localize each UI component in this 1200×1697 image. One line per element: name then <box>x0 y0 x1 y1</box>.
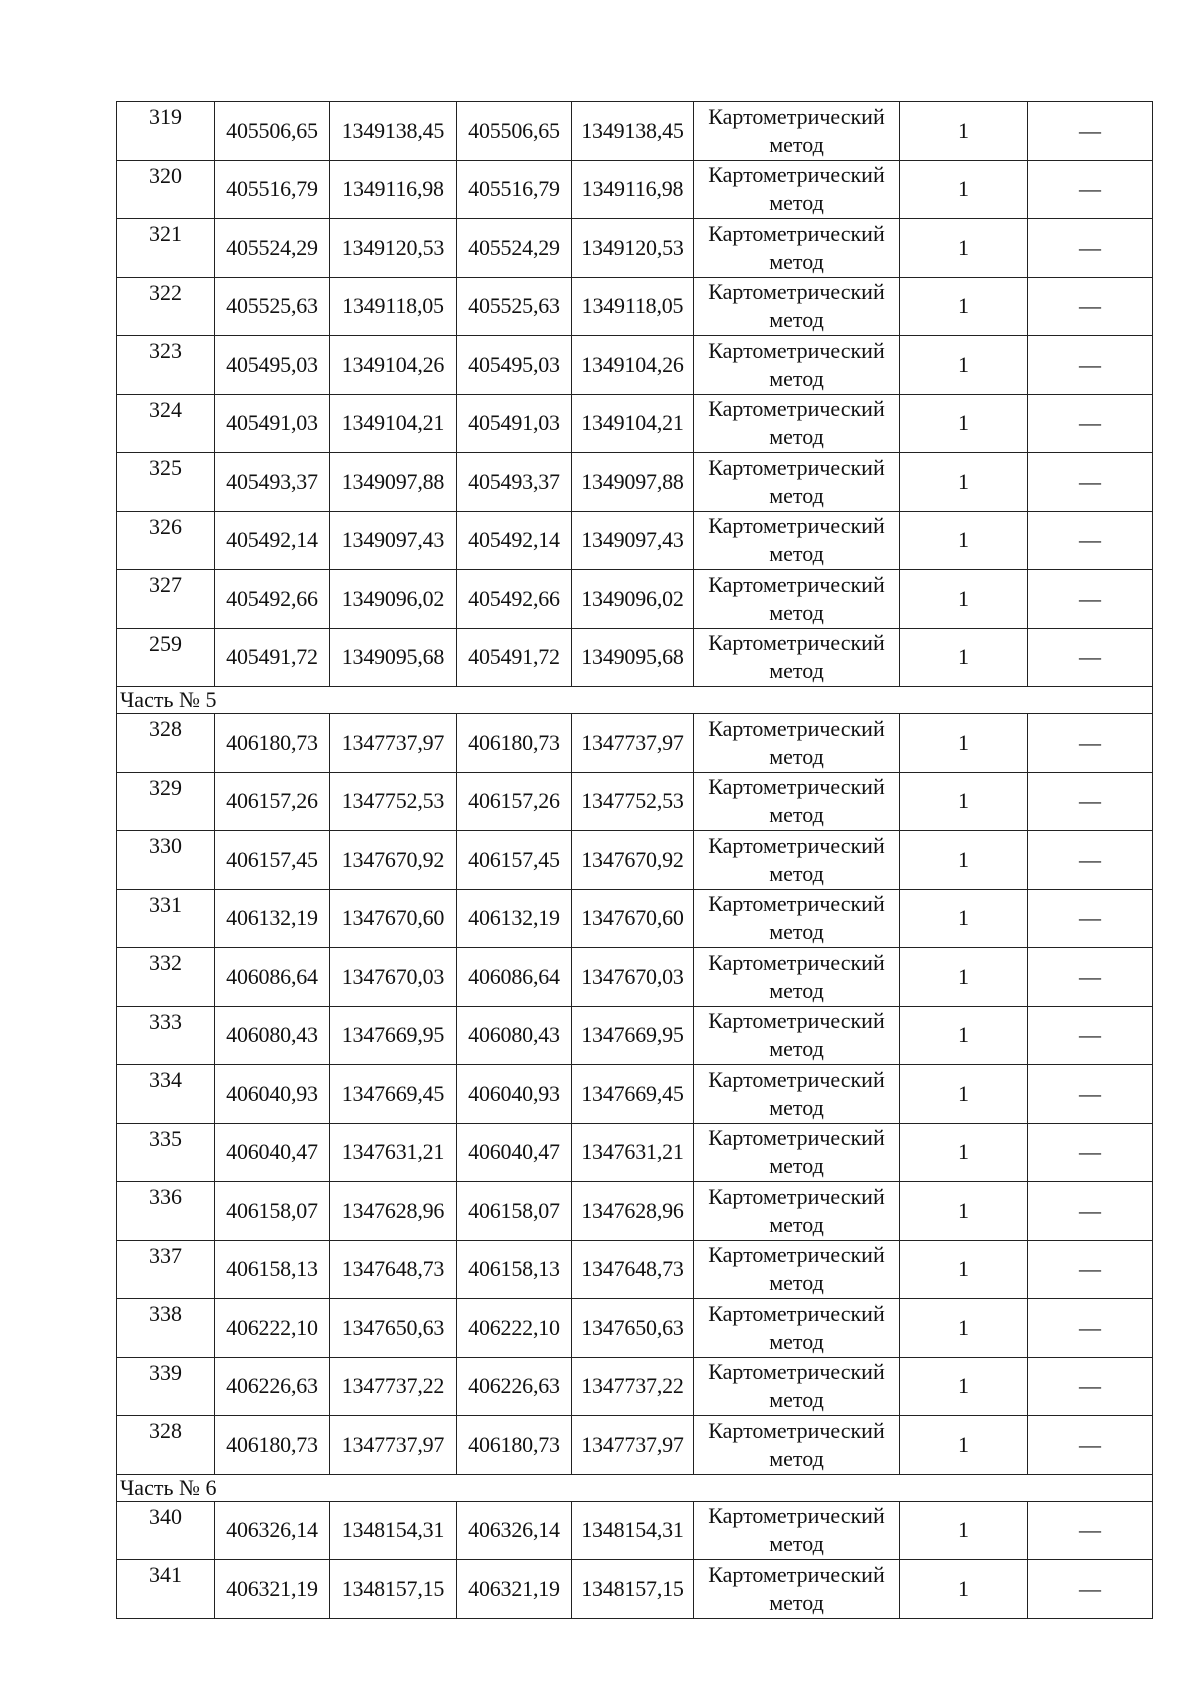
method-text: метод <box>769 1445 824 1471</box>
x-coordinate-new-cell: 405495,03 <box>457 336 572 395</box>
y-coordinate-new-cell: 1349095,68 <box>572 628 694 687</box>
x-coordinate-existing-cell: 405492,14 <box>215 511 330 570</box>
method-text: метод <box>769 1036 824 1062</box>
method-text: метод <box>769 599 824 625</box>
method-cell <box>694 160 900 219</box>
table-row <box>117 772 1153 831</box>
x-coordinate-existing-cell: 406158,13 <box>215 1240 330 1299</box>
y-coordinate-existing-cell: 1349120,53 <box>330 219 457 278</box>
accuracy-cell: 1 <box>900 511 1028 570</box>
description-cell: — <box>1028 1006 1153 1065</box>
section-heading: Часть № 5 <box>117 687 1153 714</box>
y-coordinate-existing-cell: 1349138,45 <box>330 102 457 161</box>
y-coordinate-new-cell: 1347737,97 <box>572 1416 694 1475</box>
point-number-cell: 326 <box>117 511 215 570</box>
description-cell: — <box>1028 948 1153 1007</box>
description-cell: — <box>1028 1182 1153 1241</box>
table-row <box>117 1065 1153 1124</box>
point-number-cell: 330 <box>117 831 215 890</box>
method-cell <box>694 453 900 512</box>
method-text: метод <box>769 919 824 945</box>
point-number-cell: 327 <box>117 570 215 629</box>
accuracy-cell: 1 <box>900 394 1028 453</box>
x-coordinate-existing-cell: 406321,19 <box>215 1560 330 1619</box>
point-number-cell: 333 <box>117 1006 215 1065</box>
point-number-cell: 319 <box>117 102 215 161</box>
x-coordinate-existing-cell: 406040,93 <box>215 1065 330 1124</box>
method-cell <box>694 336 900 395</box>
method-text: метод <box>769 1589 824 1615</box>
point-number-cell: 332 <box>117 948 215 1007</box>
y-coordinate-new-cell: 1347670,92 <box>572 831 694 890</box>
table-row <box>117 277 1153 336</box>
y-coordinate-new-cell: 1347752,53 <box>572 772 694 831</box>
x-coordinate-existing-cell: 406180,73 <box>215 714 330 773</box>
table-row <box>117 1299 1153 1358</box>
method-cell <box>694 511 900 570</box>
x-coordinate-new-cell: 406226,63 <box>457 1357 572 1416</box>
accuracy-cell: 1 <box>900 277 1028 336</box>
accuracy-cell: 1 <box>900 772 1028 831</box>
method-cell <box>694 394 900 453</box>
x-coordinate-existing-cell: 406157,26 <box>215 772 330 831</box>
description-cell: — <box>1028 1299 1153 1358</box>
description-cell: — <box>1028 714 1153 773</box>
method-cell <box>694 1560 900 1619</box>
accuracy-cell: 1 <box>900 628 1028 687</box>
point-number-cell: 322 <box>117 277 215 336</box>
point-number-cell: 341 <box>117 1560 215 1619</box>
y-coordinate-existing-cell: 1349104,26 <box>330 336 457 395</box>
description-cell: — <box>1028 511 1153 570</box>
x-coordinate-existing-cell: 405516,79 <box>215 160 330 219</box>
point-number-cell: 331 <box>117 889 215 948</box>
description-cell: — <box>1028 1240 1153 1299</box>
method-text: Картометрический <box>708 1503 885 1529</box>
description-cell: — <box>1028 336 1153 395</box>
y-coordinate-existing-cell: 1349095,68 <box>330 628 457 687</box>
method-text: Картометрический <box>708 162 885 188</box>
method-cell <box>694 1416 900 1475</box>
point-number-cell: 338 <box>117 1299 215 1358</box>
x-coordinate-new-cell: 405524,29 <box>457 219 572 278</box>
accuracy-cell: 1 <box>900 1006 1028 1065</box>
table-row <box>117 1123 1153 1182</box>
method-text: метод <box>769 1328 824 1354</box>
y-coordinate-new-cell: 1347737,97 <box>572 714 694 773</box>
y-coordinate-new-cell: 1347737,22 <box>572 1357 694 1416</box>
method-text: Картометрический <box>708 396 885 422</box>
x-coordinate-new-cell: 406040,93 <box>457 1065 572 1124</box>
y-coordinate-existing-cell: 1347737,97 <box>330 1416 457 1475</box>
x-coordinate-existing-cell: 406180,73 <box>215 1416 330 1475</box>
x-coordinate-existing-cell: 406040,47 <box>215 1123 330 1182</box>
y-coordinate-existing-cell: 1347631,21 <box>330 1123 457 1182</box>
method-text: Картометрический <box>708 279 885 305</box>
table-row <box>117 160 1153 219</box>
y-coordinate-new-cell: 1349104,21 <box>572 394 694 453</box>
x-coordinate-new-cell: 406222,10 <box>457 1299 572 1358</box>
method-text: Картометрический <box>708 1359 885 1385</box>
method-text: метод <box>769 1211 824 1237</box>
description-cell: — <box>1028 102 1153 161</box>
x-coordinate-existing-cell: 406222,10 <box>215 1299 330 1358</box>
method-text: Картометрический <box>708 1561 885 1587</box>
point-number-cell: 321 <box>117 219 215 278</box>
x-coordinate-new-cell: 405492,66 <box>457 570 572 629</box>
method-cell <box>694 1182 900 1241</box>
description-cell: — <box>1028 628 1153 687</box>
point-number-cell: 328 <box>117 714 215 773</box>
x-coordinate-existing-cell: 406132,19 <box>215 889 330 948</box>
method-text: Картометрический <box>708 220 885 246</box>
y-coordinate-new-cell: 1349104,26 <box>572 336 694 395</box>
y-coordinate-existing-cell: 1347752,53 <box>330 772 457 831</box>
method-text: метод <box>769 1270 824 1296</box>
y-coordinate-new-cell: 1347631,21 <box>572 1123 694 1182</box>
method-text: Картометрический <box>708 1008 885 1034</box>
x-coordinate-new-cell: 406157,26 <box>457 772 572 831</box>
y-coordinate-existing-cell: 1347737,22 <box>330 1357 457 1416</box>
method-cell <box>694 1299 900 1358</box>
accuracy-cell: 1 <box>900 1560 1028 1619</box>
y-coordinate-existing-cell: 1347737,97 <box>330 714 457 773</box>
method-text: Картометрический <box>708 630 885 656</box>
method-text: метод <box>769 541 824 567</box>
accuracy-cell: 1 <box>900 219 1028 278</box>
x-coordinate-new-cell: 406157,45 <box>457 831 572 890</box>
y-coordinate-new-cell: 1347648,73 <box>572 1240 694 1299</box>
method-text: Картометрический <box>708 454 885 480</box>
method-cell <box>694 889 900 948</box>
method-text: Картометрический <box>708 715 885 741</box>
x-coordinate-existing-cell: 406086,64 <box>215 948 330 1007</box>
description-cell: — <box>1028 831 1153 890</box>
table-row <box>117 1416 1153 1475</box>
accuracy-cell: 1 <box>900 1357 1028 1416</box>
y-coordinate-new-cell: 1349116,98 <box>572 160 694 219</box>
method-text: метод <box>769 424 824 450</box>
x-coordinate-new-cell: 406180,73 <box>457 714 572 773</box>
method-text: Картометрический <box>708 1183 885 1209</box>
description-cell: — <box>1028 394 1153 453</box>
method-text: метод <box>769 190 824 216</box>
method-text: Картометрический <box>708 513 885 539</box>
description-cell: — <box>1028 1560 1153 1619</box>
point-number-cell: 259 <box>117 628 215 687</box>
method-cell <box>694 1357 900 1416</box>
x-coordinate-new-cell: 406086,64 <box>457 948 572 1007</box>
method-text: метод <box>769 1153 824 1179</box>
table-row <box>117 831 1153 890</box>
description-cell: — <box>1028 1357 1153 1416</box>
point-number-cell: 324 <box>117 394 215 453</box>
method-text: метод <box>769 248 824 274</box>
accuracy-cell: 1 <box>900 453 1028 512</box>
y-coordinate-existing-cell: 1347670,60 <box>330 889 457 948</box>
method-text: Картометрический <box>708 832 885 858</box>
method-cell <box>694 772 900 831</box>
x-coordinate-new-cell: 406040,47 <box>457 1123 572 1182</box>
method-cell <box>694 1065 900 1124</box>
x-coordinate-new-cell: 406158,13 <box>457 1240 572 1299</box>
method-text: Картометрический <box>708 1242 885 1268</box>
method-text: Картометрический <box>708 337 885 363</box>
x-coordinate-new-cell: 405516,79 <box>457 160 572 219</box>
x-coordinate-existing-cell: 405524,29 <box>215 219 330 278</box>
table-row <box>117 628 1153 687</box>
method-cell <box>694 831 900 890</box>
table-row <box>117 219 1153 278</box>
y-coordinate-new-cell: 1349138,45 <box>572 102 694 161</box>
method-text: метод <box>769 1094 824 1120</box>
point-number-cell: 336 <box>117 1182 215 1241</box>
method-cell <box>694 1240 900 1299</box>
method-cell <box>694 277 900 336</box>
x-coordinate-existing-cell: 405495,03 <box>215 336 330 395</box>
y-coordinate-existing-cell: 1349097,43 <box>330 511 457 570</box>
accuracy-cell: 1 <box>900 1299 1028 1358</box>
x-coordinate-new-cell: 405492,14 <box>457 511 572 570</box>
accuracy-cell: 1 <box>900 1123 1028 1182</box>
point-number-cell: 325 <box>117 453 215 512</box>
description-cell: — <box>1028 1416 1153 1475</box>
method-text: метод <box>769 743 824 769</box>
y-coordinate-existing-cell: 1347628,96 <box>330 1182 457 1241</box>
x-coordinate-new-cell: 406180,73 <box>457 1416 572 1475</box>
accuracy-cell: 1 <box>900 948 1028 1007</box>
point-number-cell: 334 <box>117 1065 215 1124</box>
table-row <box>117 889 1153 948</box>
x-coordinate-existing-cell: 406158,07 <box>215 1182 330 1241</box>
accuracy-cell: 1 <box>900 714 1028 773</box>
description-cell: — <box>1028 277 1153 336</box>
description-cell: — <box>1028 772 1153 831</box>
table-row <box>117 453 1153 512</box>
point-number-cell: 337 <box>117 1240 215 1299</box>
y-coordinate-existing-cell: 1347669,45 <box>330 1065 457 1124</box>
table-row <box>117 1182 1153 1241</box>
x-coordinate-new-cell: 406080,43 <box>457 1006 572 1065</box>
y-coordinate-existing-cell: 1349097,88 <box>330 453 457 512</box>
method-cell <box>694 1006 900 1065</box>
x-coordinate-existing-cell: 405506,65 <box>215 102 330 161</box>
accuracy-cell: 1 <box>900 570 1028 629</box>
table-body <box>117 102 1153 1619</box>
y-coordinate-new-cell: 1349120,53 <box>572 219 694 278</box>
x-coordinate-new-cell: 406326,14 <box>457 1501 572 1560</box>
y-coordinate-new-cell: 1349097,43 <box>572 511 694 570</box>
description-cell: — <box>1028 1065 1153 1124</box>
x-coordinate-existing-cell: 405492,66 <box>215 570 330 629</box>
description-cell: — <box>1028 453 1153 512</box>
y-coordinate-new-cell: 1347628,96 <box>572 1182 694 1241</box>
point-number-cell: 323 <box>117 336 215 395</box>
point-number-cell: 328 <box>117 1416 215 1475</box>
x-coordinate-new-cell: 406321,19 <box>457 1560 572 1619</box>
method-text: метод <box>769 307 824 333</box>
y-coordinate-existing-cell: 1348154,31 <box>330 1501 457 1560</box>
method-cell <box>694 219 900 278</box>
method-text: Картометрический <box>708 571 885 597</box>
table-row <box>117 1560 1153 1619</box>
y-coordinate-new-cell: 1348157,15 <box>572 1560 694 1619</box>
method-cell <box>694 1123 900 1182</box>
method-text: Картометрический <box>708 1125 885 1151</box>
x-coordinate-existing-cell: 405525,63 <box>215 277 330 336</box>
table-row <box>117 394 1153 453</box>
y-coordinate-existing-cell: 1347670,03 <box>330 948 457 1007</box>
method-text: метод <box>769 1387 824 1413</box>
method-text: Картометрический <box>708 949 885 975</box>
y-coordinate-existing-cell: 1349118,05 <box>330 277 457 336</box>
method-text: Картометрический <box>708 1417 885 1443</box>
method-text: метод <box>769 1531 824 1557</box>
method-text: метод <box>769 802 824 828</box>
table-row <box>117 948 1153 1007</box>
section-heading: Часть № 6 <box>117 1474 1153 1501</box>
method-text: метод <box>769 860 824 886</box>
method-text: Картометрический <box>708 1066 885 1092</box>
method-text: метод <box>769 365 824 391</box>
method-text: метод <box>769 658 824 684</box>
point-number-cell: 320 <box>117 160 215 219</box>
y-coordinate-new-cell: 1347670,60 <box>572 889 694 948</box>
method-text: Картометрический <box>708 103 885 129</box>
method-text: метод <box>769 131 824 157</box>
accuracy-cell: 1 <box>900 1182 1028 1241</box>
x-coordinate-existing-cell: 405493,37 <box>215 453 330 512</box>
y-coordinate-existing-cell: 1349104,21 <box>330 394 457 453</box>
method-text: Картометрический <box>708 774 885 800</box>
method-text: Картометрический <box>708 1300 885 1326</box>
method-cell <box>694 102 900 161</box>
accuracy-cell: 1 <box>900 1416 1028 1475</box>
x-coordinate-existing-cell: 406157,45 <box>215 831 330 890</box>
y-coordinate-existing-cell: 1347648,73 <box>330 1240 457 1299</box>
description-cell: — <box>1028 160 1153 219</box>
table-row <box>117 714 1153 773</box>
table-row <box>117 102 1153 161</box>
accuracy-cell: 1 <box>900 160 1028 219</box>
method-text: Картометрический <box>708 891 885 917</box>
table-row <box>117 336 1153 395</box>
y-coordinate-new-cell: 1347670,03 <box>572 948 694 1007</box>
method-cell <box>694 570 900 629</box>
point-number-cell: 340 <box>117 1501 215 1560</box>
y-coordinate-existing-cell: 1348157,15 <box>330 1560 457 1619</box>
accuracy-cell: 1 <box>900 1240 1028 1299</box>
x-coordinate-new-cell: 405491,03 <box>457 394 572 453</box>
x-coordinate-existing-cell: 406080,43 <box>215 1006 330 1065</box>
table-row <box>117 1357 1153 1416</box>
y-coordinate-new-cell: 1349118,05 <box>572 277 694 336</box>
x-coordinate-new-cell: 405506,65 <box>457 102 572 161</box>
x-coordinate-new-cell: 405525,63 <box>457 277 572 336</box>
section-row <box>117 1474 1153 1501</box>
description-cell: — <box>1028 1501 1153 1560</box>
accuracy-cell: 1 <box>900 1065 1028 1124</box>
y-coordinate-new-cell: 1349096,02 <box>572 570 694 629</box>
y-coordinate-new-cell: 1348154,31 <box>572 1501 694 1560</box>
x-coordinate-existing-cell: 406226,63 <box>215 1357 330 1416</box>
y-coordinate-existing-cell: 1349116,98 <box>330 160 457 219</box>
description-cell: — <box>1028 1123 1153 1182</box>
description-cell: — <box>1028 219 1153 278</box>
y-coordinate-existing-cell: 1347650,63 <box>330 1299 457 1358</box>
coordinates-table <box>116 101 1153 1619</box>
method-cell <box>694 628 900 687</box>
accuracy-cell: 1 <box>900 336 1028 395</box>
method-cell <box>694 948 900 1007</box>
table-row <box>117 570 1153 629</box>
x-coordinate-new-cell: 405491,72 <box>457 628 572 687</box>
table-row <box>117 1240 1153 1299</box>
y-coordinate-new-cell: 1347669,45 <box>572 1065 694 1124</box>
y-coordinate-new-cell: 1347650,63 <box>572 1299 694 1358</box>
table-row <box>117 1006 1153 1065</box>
y-coordinate-existing-cell: 1347669,95 <box>330 1006 457 1065</box>
method-cell <box>694 1501 900 1560</box>
x-coordinate-existing-cell: 406326,14 <box>215 1501 330 1560</box>
method-text: метод <box>769 482 824 508</box>
y-coordinate-existing-cell: 1349096,02 <box>330 570 457 629</box>
table-row <box>117 1501 1153 1560</box>
y-coordinate-existing-cell: 1347670,92 <box>330 831 457 890</box>
x-coordinate-new-cell: 406158,07 <box>457 1182 572 1241</box>
accuracy-cell: 1 <box>900 102 1028 161</box>
y-coordinate-new-cell: 1347669,95 <box>572 1006 694 1065</box>
table-row <box>117 511 1153 570</box>
x-coordinate-existing-cell: 405491,03 <box>215 394 330 453</box>
x-coordinate-new-cell: 405493,37 <box>457 453 572 512</box>
description-cell: — <box>1028 889 1153 948</box>
point-number-cell: 339 <box>117 1357 215 1416</box>
method-text: метод <box>769 977 824 1003</box>
accuracy-cell: 1 <box>900 889 1028 948</box>
description-cell: — <box>1028 570 1153 629</box>
point-number-cell: 335 <box>117 1123 215 1182</box>
accuracy-cell: 1 <box>900 1501 1028 1560</box>
point-number-cell: 329 <box>117 772 215 831</box>
section-row <box>117 687 1153 714</box>
accuracy-cell: 1 <box>900 831 1028 890</box>
x-coordinate-new-cell: 406132,19 <box>457 889 572 948</box>
x-coordinate-existing-cell: 405491,72 <box>215 628 330 687</box>
y-coordinate-new-cell: 1349097,88 <box>572 453 694 512</box>
method-cell <box>694 714 900 773</box>
